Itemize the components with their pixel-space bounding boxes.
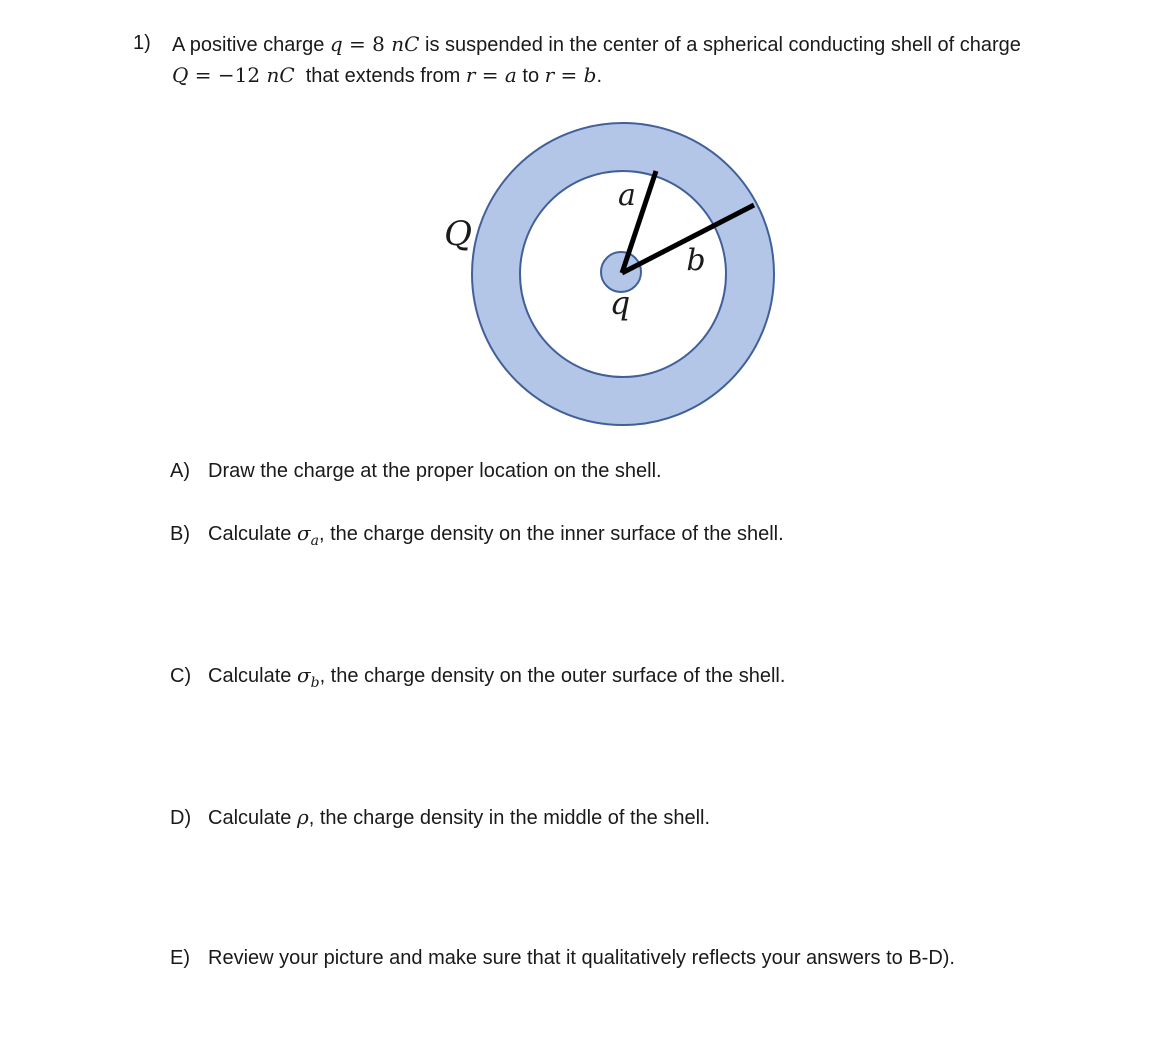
part-c [170, 663, 785, 691]
equals: = [554, 63, 584, 87]
question-text: A positive charge [172, 34, 330, 56]
part-d [170, 805, 710, 830]
subscript-b: b [310, 675, 320, 691]
question-text: that extends from [294, 65, 466, 87]
equals-value: = 8 [342, 32, 392, 56]
equals: = [475, 63, 505, 87]
symbol-rho: ρ [296, 805, 309, 829]
label-b: b [686, 243, 706, 278]
symbol-q: q [329, 32, 343, 56]
equals-value: = −12 [188, 63, 267, 87]
symbol-r: r [544, 63, 555, 87]
symbol-sigma: σ [296, 521, 311, 545]
part-label: B) [170, 523, 190, 545]
symbol-Q: Q [172, 63, 189, 87]
symbol-a: a [504, 63, 517, 87]
symbol-b: b [583, 63, 597, 87]
part-text: Calculate [208, 807, 297, 829]
part-a [170, 460, 662, 483]
part-label: C) [170, 665, 192, 687]
part-text: Calculate [208, 523, 297, 545]
subscript-a: a [310, 533, 319, 549]
label-q: q [609, 284, 631, 322]
unit-nc: nC [266, 63, 295, 87]
symbol-sigma: σ [296, 663, 311, 687]
label-Q: Q [444, 214, 472, 254]
part-text: Review your picture and make sure that it qualitatively reflects your answers to B-D). [208, 947, 955, 969]
question-number: 1) [133, 32, 151, 54]
part-text: Draw the charge at the proper location on the shell. [208, 460, 662, 482]
part-label: A) [170, 460, 190, 482]
unit-nc: nC [391, 32, 420, 56]
label-a: a [618, 178, 636, 213]
part-label: E) [170, 947, 190, 969]
symbol-r: r [465, 63, 476, 87]
period: . [596, 65, 603, 87]
part-text: Calculate [208, 665, 297, 687]
part-text: , the charge density on the outer surface of the shell. [319, 665, 786, 687]
part-e [170, 947, 955, 970]
question-text: to [516, 65, 545, 87]
part-text: , the charge density in the middle of the shell. [308, 807, 711, 829]
question-text: is suspended in the center of a spherical conducting shell of charge [419, 34, 1021, 56]
part-b [170, 521, 784, 549]
part-text: , the charge density on the inner surface of the shell. [318, 523, 784, 545]
part-label: D) [170, 807, 192, 829]
